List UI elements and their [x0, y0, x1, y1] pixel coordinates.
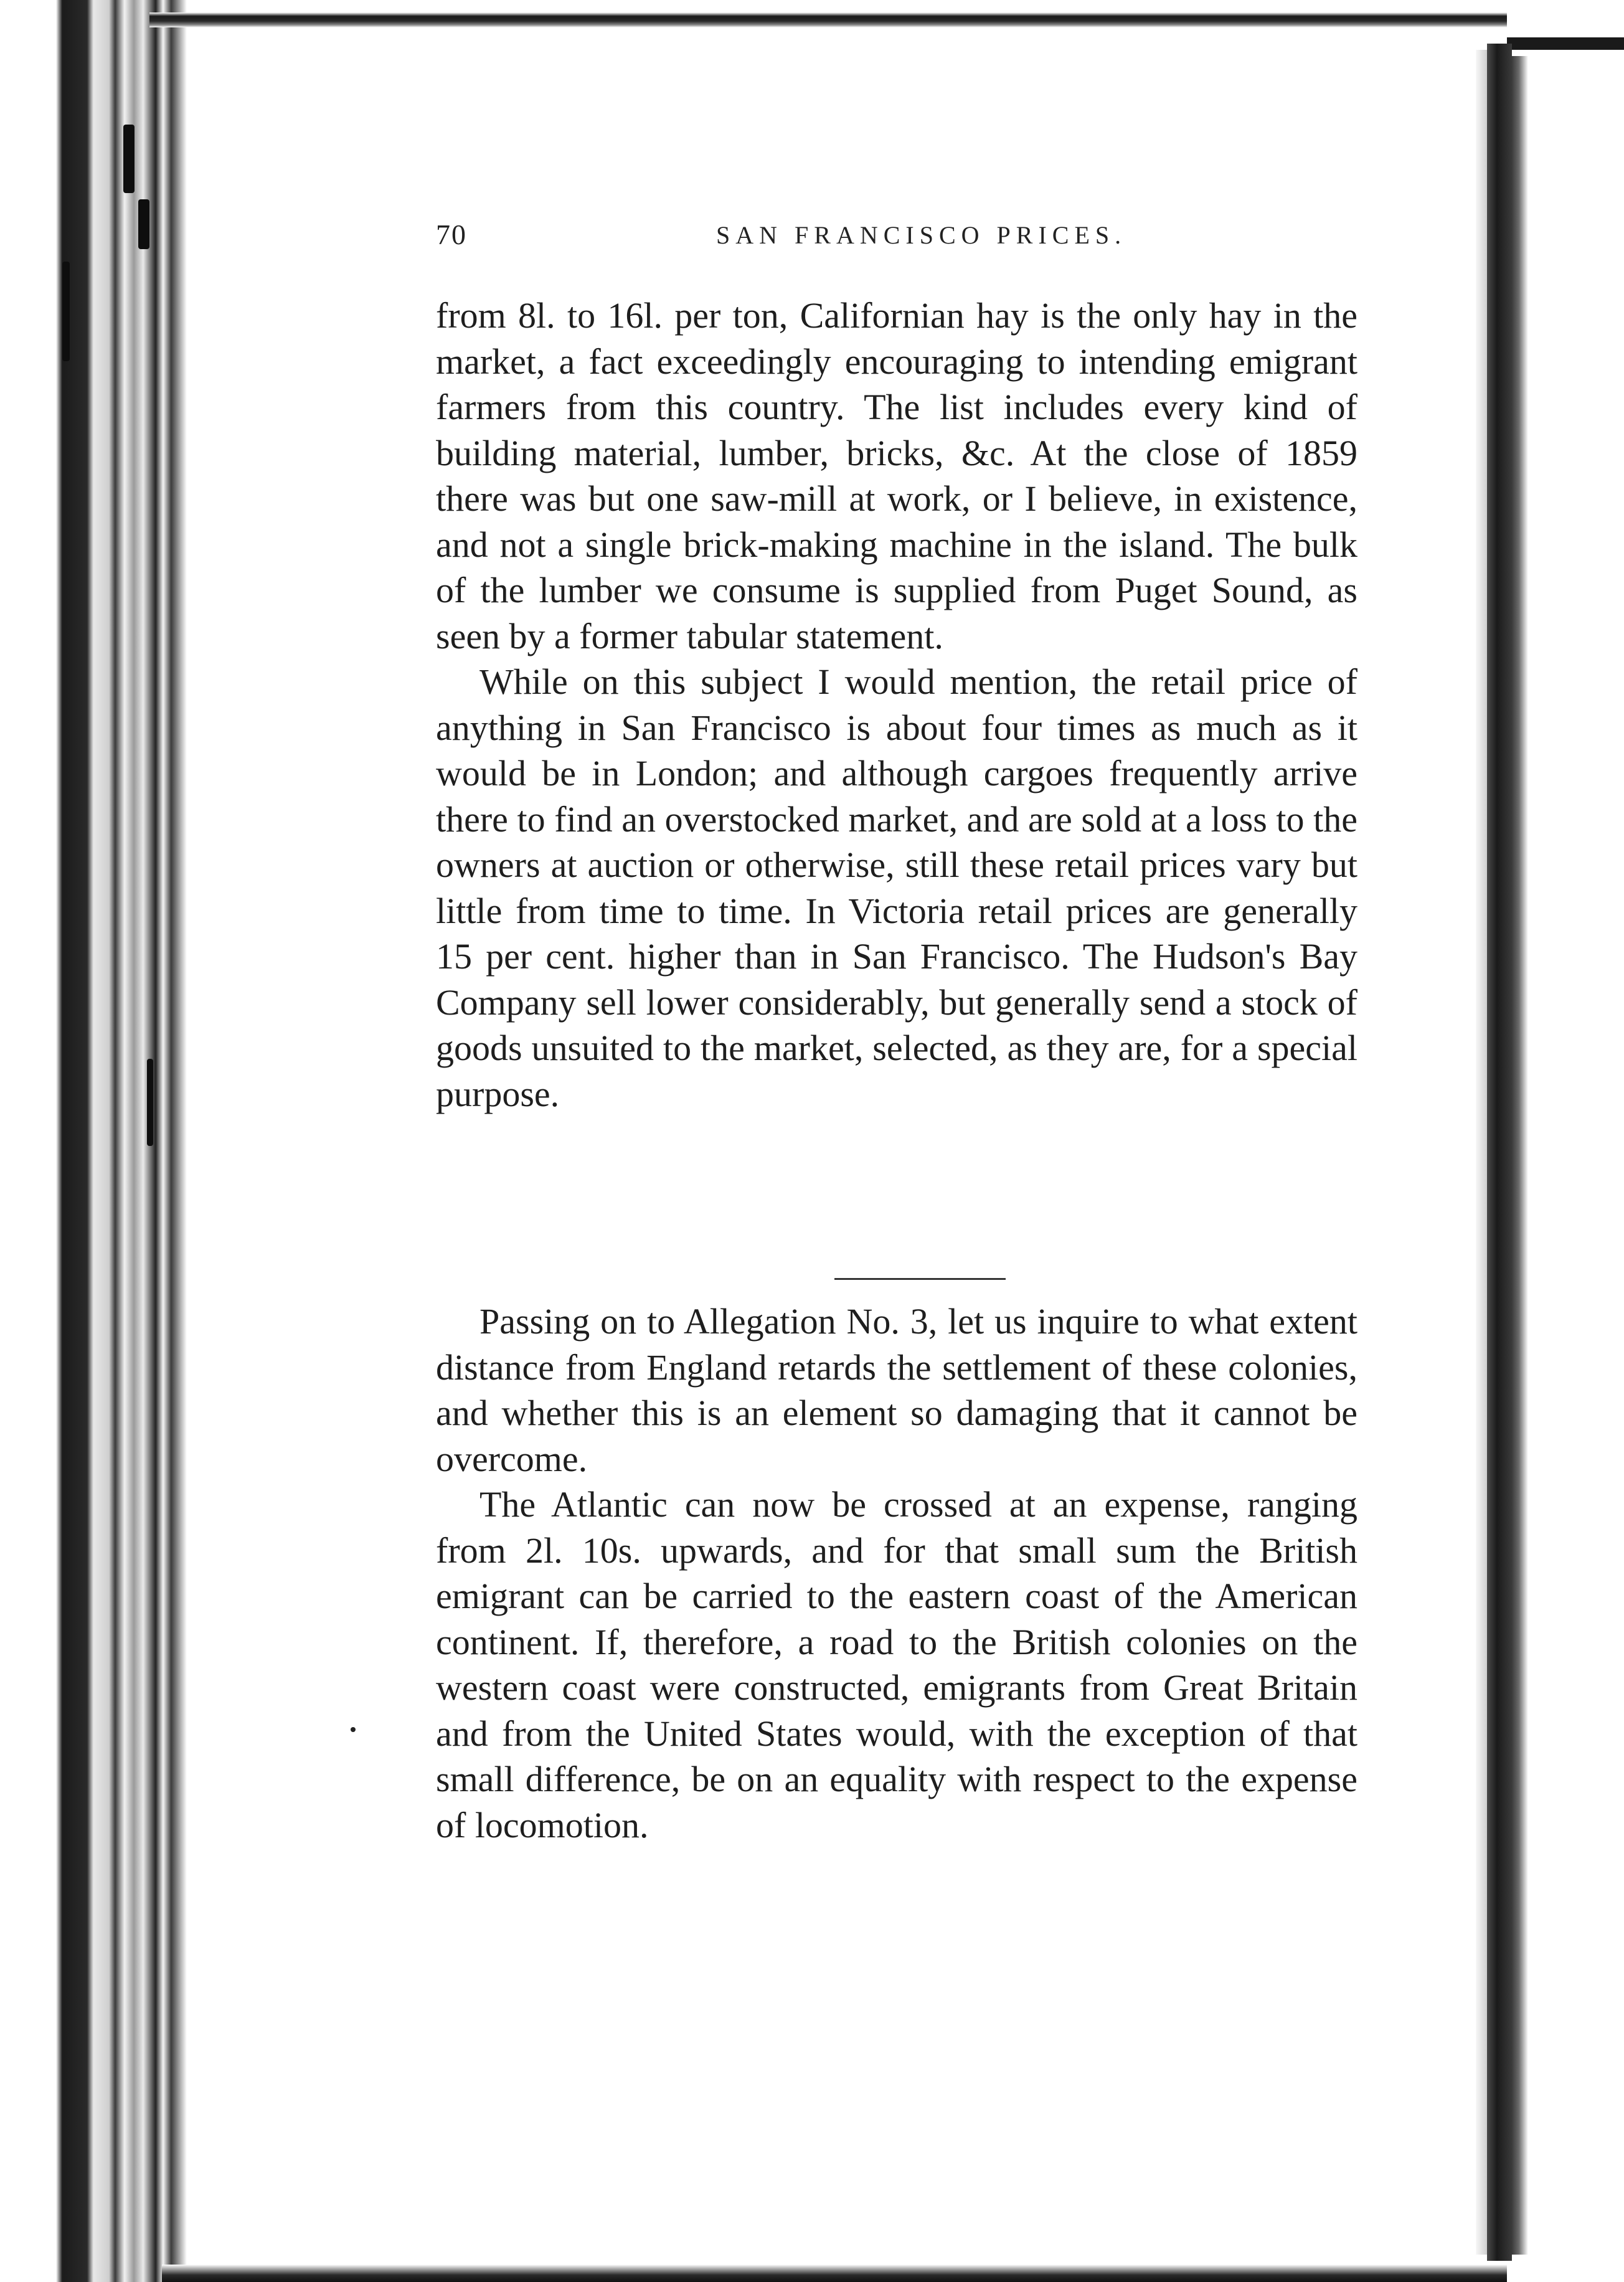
page-bottom-edge [162, 2265, 1507, 2282]
paragraph: The Atlantic can now be crossed at an expense, ranging from 2l. 10s. upwards, and for that small sum the British emigrant can be carried to the eastern coast of the American continent. If, therefore, a road to the British colonies on the western coast were constructed, emigrants from Great Britain and from the United States would, with the exception of that small difference, be on an equality with respect to the expense of locomotion. [436, 1484, 1357, 1845]
book-binding [0, 0, 187, 2282]
page-right-shadow [1509, 56, 1528, 2255]
paragraph: While on this subject I would mention, the retail price of anything in San Francisco is about four times as much as it would be in London; and although cargoes frequently arrive there to find an overstocked market, and are sold at a loss to the owners at auction or otherwise, still these retail prices vary but little from time to time. In Victoria retail prices are generally 15 per cent. higher than in San Francisco. The Hudson's Bay Company sell lower considerably, but generally send a stock of goods unsuited to the market, selected, as they are, for a special purpose. [436, 661, 1357, 1114]
ink-speck [351, 1727, 356, 1732]
binding-mark [123, 125, 135, 193]
running-head [436, 218, 1339, 255]
paragraph: from 8l. to 16l. per ton, Californian hay is the only hay in the market, a fact exceedingly encouraging to intending emigrant farmers from this country. The list includes every kind of building material, lumber, bricks, &c. At the close of 1859 there was but one saw-mill at work, or I believe, in existence, and not a single brick-making machine in the island. The bulk of the lumber we consume is supplied from Puget Sound, as seen by a former tabular statement. [436, 295, 1357, 656]
paragraph: Passing on to Allegation No. 3, let us inquire to what extent distance from England retards the settlement of these colonies, and whether this is an element so damaging that it cannot be overcome. [436, 1301, 1357, 1479]
page-top-edge [149, 12, 1507, 27]
binding-mark [62, 262, 70, 361]
page-number: 70 [436, 219, 467, 250]
running-head-title: SAN FRANCISCO PRICES. [716, 221, 1127, 249]
body-text-section-1 [436, 293, 1357, 1117]
binding-mark [138, 199, 149, 249]
body-text-section-2 [436, 1299, 1357, 1848]
page-right-edge [1487, 44, 1512, 2261]
page-fore-edge [1476, 50, 1487, 2255]
section-divider [834, 1278, 1006, 1280]
binding-mark [147, 1059, 153, 1146]
